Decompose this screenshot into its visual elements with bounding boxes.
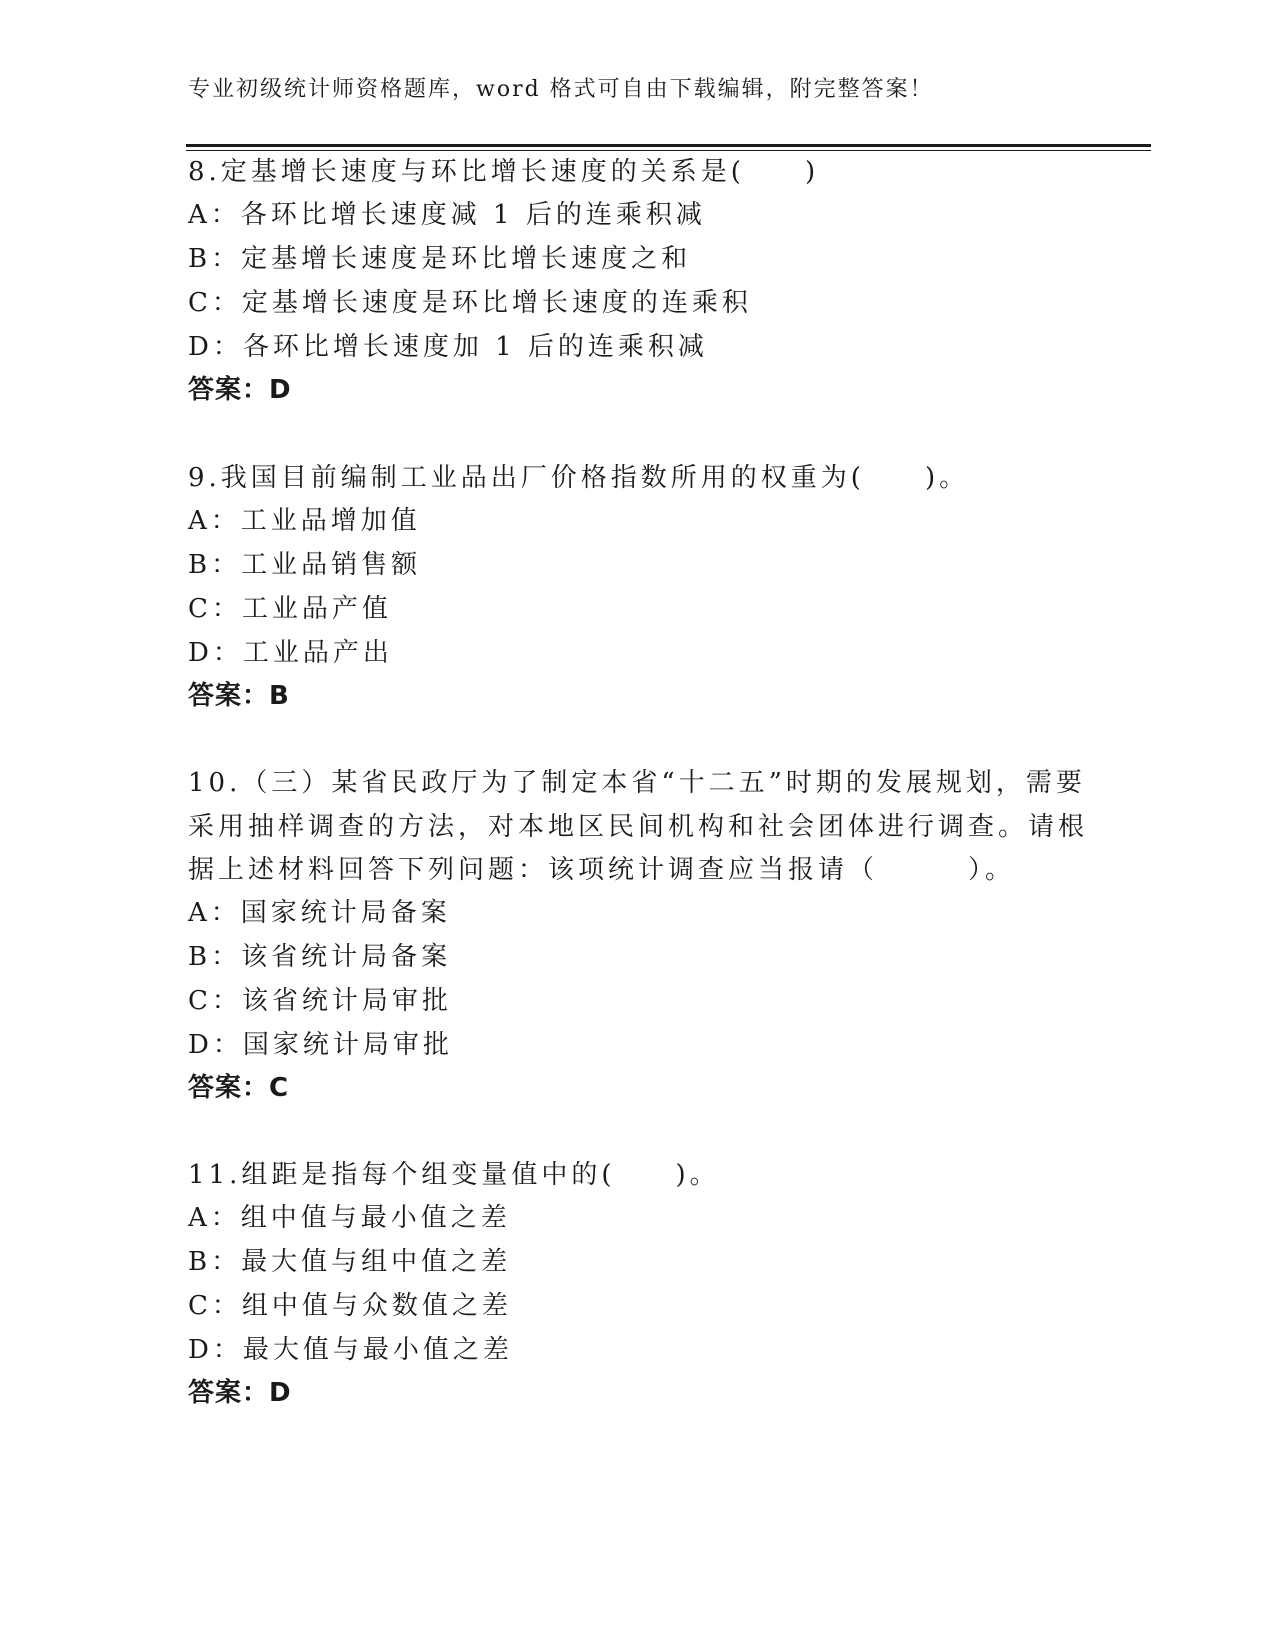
question-9-option-a: A：工业品增加值: [188, 506, 421, 536]
question-8-stem: 8.定基增长速度与环比增长速度的关系是( ): [188, 157, 820, 187]
question-9-stem: 9.我国目前编制工业品出厂价格指数所用的权重为( )。: [188, 463, 970, 493]
question-11-option-a: A：组中值与最小值之差: [188, 1203, 511, 1233]
question-8-option-a: A：各环比增长速度减 1 后的连乘积减: [188, 200, 706, 230]
question-11-stem: 11.组距是指每个组变量值中的( )。: [188, 1160, 720, 1190]
question-9-option-d: D：工业品产出: [188, 638, 393, 668]
question-11-option-b: B：最大值与组中值之差: [188, 1247, 512, 1277]
question-8-option-d: D：各环比增长速度加 1 后的连乘积减: [188, 332, 708, 362]
question-9-option-b: B：工业品销售额: [188, 550, 422, 580]
question-9-option-c: C：工业品产值: [188, 594, 392, 624]
question-8-option-b: B：定基增长速度是环比增长速度之和: [188, 244, 692, 274]
question-11-answer: 答案：D: [188, 1378, 292, 1408]
question-10-stem-line-2: 采用抽样调查的方法，对本地区民间机构和社会团体进行调查。请根: [188, 812, 1089, 842]
question-11-option-c: C：组中值与众数值之差: [188, 1291, 512, 1321]
question-9-answer: 答案：B: [188, 681, 290, 711]
question-10-stem-line-3: 据上述材料回答下列问题：该项统计调查应当报请（ ）。: [188, 855, 1016, 885]
question-8-answer: 答案：D: [188, 375, 292, 405]
question-10-stem-line-1: 10.（三）某省民政厅为了制定本省“十二五”时期的发展规划，需要: [188, 768, 1086, 798]
page-header: 专业初级统计师资格题库，word 格式可自由下载编辑，附完整答案！: [188, 77, 934, 102]
question-10-answer: 答案：C: [188, 1073, 290, 1103]
question-11-option-d: D：最大值与最小值之差: [188, 1335, 513, 1365]
question-10-option-c: C：该省统计局审批: [188, 986, 452, 1016]
question-10-option-b: B：该省统计局备案: [188, 942, 452, 972]
header-divider-thick: [186, 144, 1151, 147]
question-10-option-d: D：国家统计局审批: [188, 1030, 453, 1060]
question-8-option-c: C：定基增长速度是环比增长速度的连乘积: [188, 288, 752, 318]
question-10-option-a: A：国家统计局备案: [188, 898, 451, 928]
header-divider-thin: [186, 150, 1151, 151]
